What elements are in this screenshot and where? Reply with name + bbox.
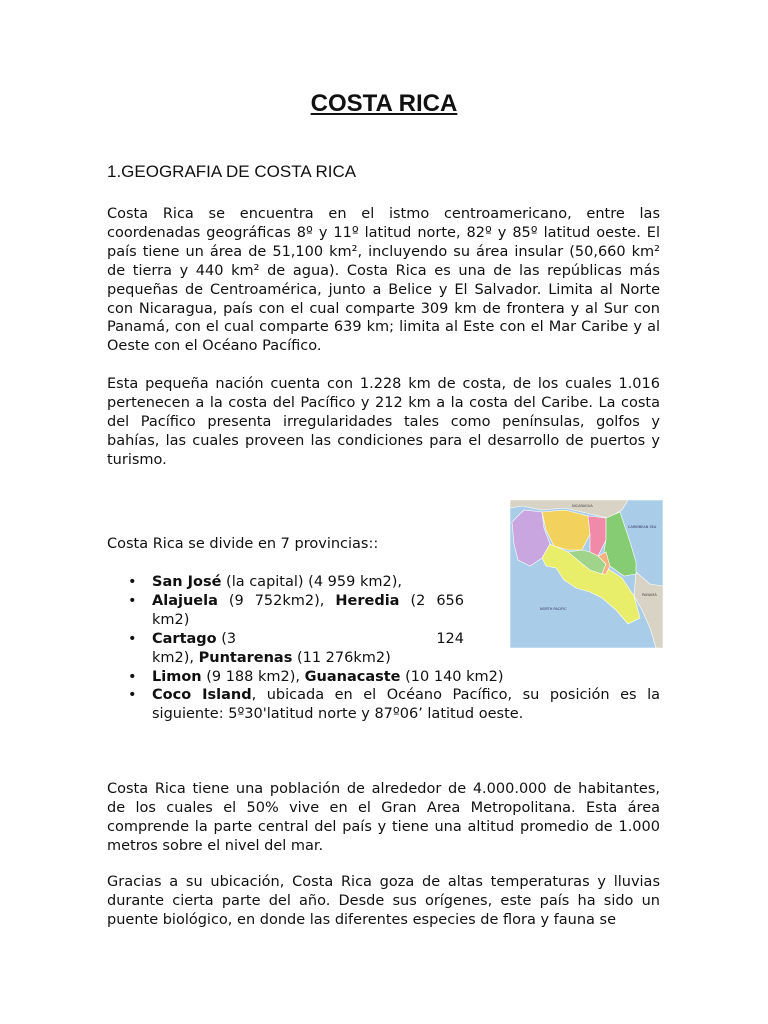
map-label-caribbean: CARIBBEAN SEA: [628, 525, 657, 529]
province-detail: km2),: [152, 649, 199, 666]
province-name: Alajuela: [152, 592, 218, 609]
province-detail: (3: [216, 630, 237, 647]
map-label-panama: PANAMÁ: [642, 593, 657, 597]
province-name: Puntarenas: [198, 649, 293, 666]
list-item: [107, 668, 660, 687]
list-item: [107, 592, 464, 630]
province-name: Coco Island: [152, 687, 252, 704]
paragraph-population: Costa Rica tiene una población de alrededor de 4.000.000 de habitantes, de los cuales el 50% vive en el Gran Area Metropolitana. Esta área comprende la parte central del país y tiene una altitud promedio de 1.000 metros sobre el nivel del mar.: [107, 781, 660, 854]
province-name: Heredia: [335, 592, 400, 609]
province-detail: (2 656 km2): [152, 592, 464, 628]
province-detail: (9 188 km2),: [201, 668, 305, 685]
paragraph-location: Costa Rica se encuentra en el istmo centroamericano, entre las coordenadas geográficas 8º y 11º latitud norte, 82º y 85º latitud oeste. El país tiene un área de 51,100 km², incluyendo su área insular (50,660 km² de tierra y 440 km² de agua). Costa Rica es una de las repúblicas más pequeñas de Centroamérica, junto a Belice y El Salvador. Limita al Norte con Nicaragua, país con el cual comparte 309 km de frontera y al Sur con Panamá, con el cual comparte 639 km; limita al Este con el Mar Caribe y al Oeste con el Océano Pacífico.: [107, 206, 660, 355]
provinces-intro: Costa Rica se divide en 7 provincias::: [107, 536, 379, 552]
section-heading-geografia: 1.GEOGRAFIA DE COSTA RICA: [107, 162, 357, 181]
province-detail: (9 752km2),: [217, 592, 336, 609]
province-detail: (11 276km2): [292, 649, 391, 666]
province-detail: 124: [436, 630, 464, 647]
page-title: COSTA RICA: [310, 90, 458, 117]
province-name: San José: [152, 574, 222, 590]
costa-rica-map: [510, 500, 663, 648]
province-detail: (la capital) (4 959 km2),: [221, 574, 402, 590]
province-detail: , ubicada en el Océano Pacífico, su posición es la siguiente: 5º30'latitud norte y 87º06’ latitud oeste.: [152, 687, 660, 723]
province-name: Cartago: [152, 630, 217, 647]
paragraph-climate: Gracias a su ubicación, Costa Rica goza de altas temperaturas y lluvias durante cierta parte del año. Desde sus orígenes, este país ha sido un puente biológico, en donde las diferentes especies de flora y fauna se: [107, 874, 660, 928]
map-label-nicaragua: NICARAGUA: [572, 504, 593, 508]
list-item: [107, 686, 660, 724]
map-label-north-pacific: NORTH PACIFIC: [540, 607, 567, 611]
province-name: Limon: [152, 668, 202, 685]
province-name: Guanacaste: [304, 668, 401, 685]
province-detail: (10 140 km2): [400, 668, 504, 685]
paragraph-coast: Esta pequeña nación cuenta con 1.228 km de costa, de los cuales 1.016 pertenecen a la costa del Pacífico y 212 km a la costa del Caribe. La costa del Pacífico presenta irregularidades tales como penínsulas, golfos y bahías, las cuales proveen las condiciones para el desarrollo de puertos y turismo.: [107, 376, 660, 468]
